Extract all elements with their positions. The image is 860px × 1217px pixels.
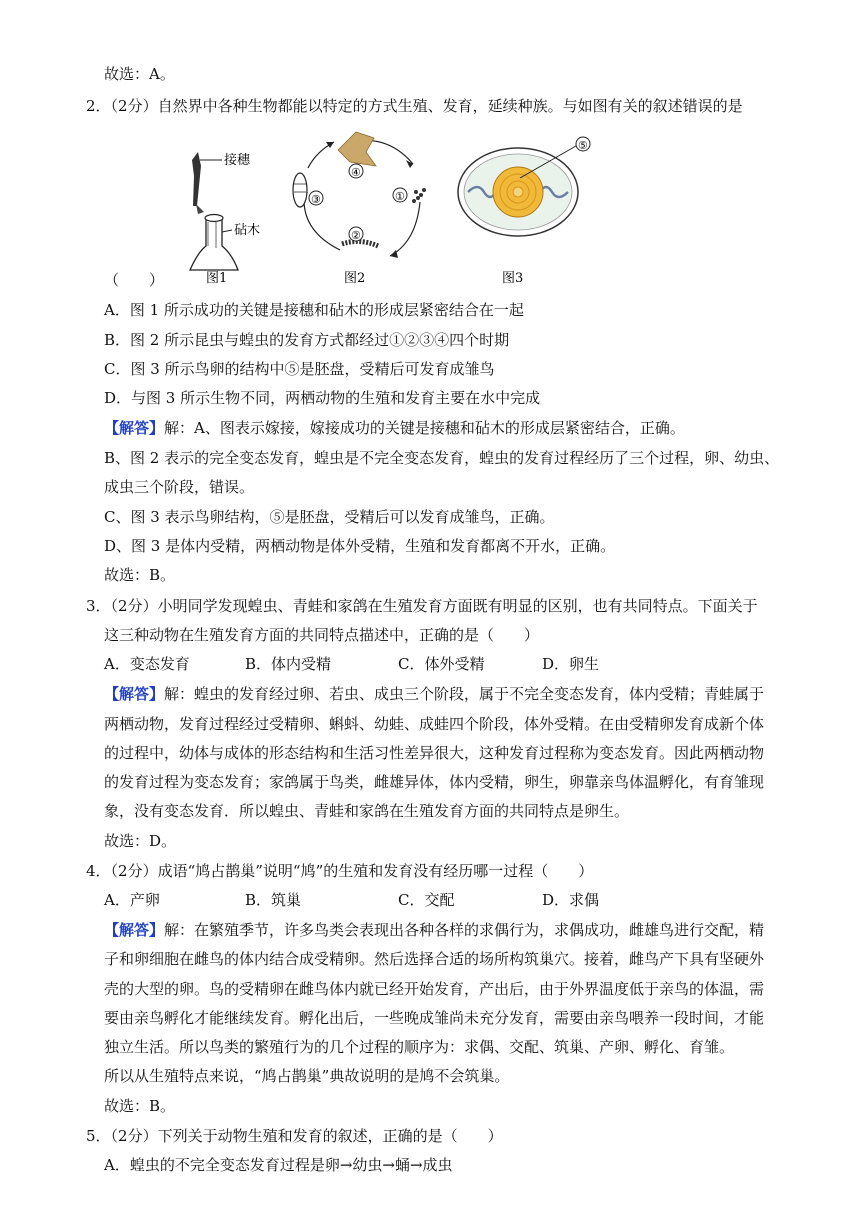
q4-answer-line-2: 子和卵细胞在雌鸟的体内结合成受精卵。然后选择合适的场所构筑巢穴。接着，雌鸟产下具有坚硬外 xyxy=(104,950,765,968)
fig3-label: 图3 xyxy=(502,271,524,286)
q3-final-answer: 故选：D。 xyxy=(104,832,177,850)
q2-answer-line-4: C、图 3 表示鸟卵结构，⑤是胚盘，受精后可以发育成雏鸟，正确。 xyxy=(104,508,555,526)
q4-answer-line-5: 独立生活。所以鸟类的繁殖行为的几个过程的顺序为：求偶、交配、筑巢、产卵、孵化、育雏。 xyxy=(104,1038,735,1056)
q2-answer-line-3: 成虫三个阶段，错误。 xyxy=(104,478,255,496)
q2-option-c: C．图 3 所示鸟卵的结构中⑤是胚盘，受精后可发育成雏鸟 xyxy=(104,360,495,378)
q3-option-a: A．变态发育 xyxy=(104,655,190,673)
q2-answer-tag: 【解答】 xyxy=(104,419,165,437)
q2-final-answer: 故选：B。 xyxy=(104,566,176,584)
q4-option-c: C．交配 xyxy=(398,891,455,909)
q3-answer-text: 解：蝗虫的发育经过卵、若虫、成虫三个阶段，属于不完全变态发育，体内受精；青蛙属于 xyxy=(164,685,765,703)
q4-answer-tag: 【解答】 xyxy=(104,921,165,939)
q2-figure xyxy=(178,122,598,287)
fig2-stage-2-label: ② xyxy=(351,229,361,242)
q4-option-d: D．求偶 xyxy=(542,891,600,909)
q4-answer-line-1 xyxy=(104,920,764,940)
q3-stem-line-1: 3．（2分）小明同学发现蝗虫、青蛙和家鸽在生殖发育方面既有明显的区别，也有共同特点。下面关于 xyxy=(86,597,758,615)
q3-answer-line-2: 两栖动物，发育过程经过受精卵、蝌蚪、幼蛙、成蛙四个阶段，体外受精。在由受精卵发育成新个体 xyxy=(104,715,765,733)
q4-stem: 4．（2分）成语“鸠占鹊巢”说明“鸠”的生殖和发育没有经历哪一过程（ ） xyxy=(86,862,594,880)
q3-answer-line-1 xyxy=(104,684,764,704)
q2-answer-line-5: D、图 3 是体内受精，两栖动物是体外受精，生殖和发育都离不开水，正确。 xyxy=(104,537,616,555)
q5-option-a: A．蝗虫的不完全变态发育过程是卵→幼虫→蛹→成虫 xyxy=(104,1156,453,1174)
q2-option-d: D．与图 3 所示生物不同，两栖动物的生殖和发育主要在水中完成 xyxy=(104,389,541,407)
fig2-label: 图2 xyxy=(344,271,366,286)
q3-answer-tag: 【解答】 xyxy=(104,685,165,703)
q4-option-a: A．产卵 xyxy=(104,891,160,909)
q2-blank: （ ） xyxy=(104,271,165,289)
fig2-stage-3-label: ③ xyxy=(311,193,321,206)
q2-option-b: B．图 2 所示昆虫与蝗虫的发育方式都经过①②③④四个时期 xyxy=(104,331,510,349)
q5-stem: 5．（2分）下列关于动物生殖和发育的叙述，正确的是（ ） xyxy=(86,1127,503,1145)
q4-answer-line-3: 壳的大型的卵。鸟的受精卵在雌鸟体内就已经开始发育，产出后，由于外界温度低于亲鸟的体温，需 xyxy=(104,980,765,998)
q3-answer-line-4: 的发育过程为变态发育；家鸽属于鸟类，雌雄异体，体内受精，卵生，卵靠亲鸟体温孵化，有育雏现 xyxy=(104,773,765,791)
fig2-stage-4-label: ④ xyxy=(351,166,361,179)
fig3-bird-egg-illustration xyxy=(458,137,590,286)
q3-answer-line-5: 象，没有变态发育．所以蝗虫、青蛙和家鸽在生殖发育方面的共同特点是卵生。 xyxy=(104,802,630,820)
fig2-stage-1-label: ① xyxy=(395,190,405,203)
fig1-stock-label: 砧木 xyxy=(234,223,261,238)
fig1-scion-label: 接穗 xyxy=(224,153,251,168)
q3-option-d: D．卵生 xyxy=(542,655,600,673)
q2-answer-line-2: B、图 2 表示的完全变态发育，蝗虫是不完全变态发育，蝗虫的发育过程经历了三个过程，卵、幼虫、 xyxy=(104,449,780,467)
q4-answer-text: 解：在繁殖季节，许多鸟类会表现出各种各样的求偶行为，求偶成功，雌雄鸟进行交配，精 xyxy=(164,921,765,939)
fig3-part-5-label: ⑤ xyxy=(578,139,588,152)
fig2-life-cycle-illustration xyxy=(293,132,426,286)
q3-stem-line-2: 这三种动物在生殖发育方面的共同特点描述中，正确的是（ ） xyxy=(104,626,540,644)
q4-option-b: B．筑巢 xyxy=(245,891,302,909)
q2-stem: 2．（2分）自然界中各种生物都能以特定的方式生殖、发育，延续种族。与如图有关的叙述错误的是 xyxy=(86,97,743,115)
q3-option-c: C．体外受精 xyxy=(398,655,485,673)
q2-option-a: A．图 1 所示成功的关键是接穗和砧木的形成层紧密结合在一起 xyxy=(104,301,524,319)
fig1-label: 图1 xyxy=(206,271,228,286)
q3-answer-line-3: 的过程中，幼体与成体的形态结构和生活习性差异很大，这种发育过程称为变态发育。因此两栖动物 xyxy=(104,744,765,762)
fig1-grafting-illustration xyxy=(190,152,260,286)
q4-final-answer: 故选：B。 xyxy=(104,1097,176,1115)
q3-option-b: B．体内受精 xyxy=(245,655,332,673)
q4-answer-line-4: 要由亲鸟孵化才能继续发育。孵化出后，一些晚成雏尚未充分发育，需要由亲鸟喂养一段时间，才能 xyxy=(104,1009,765,1027)
q4-answer-line-6: 所以从生殖特点来说，“鸠占鹊巢”典故说明的是鸠不会筑巢。 xyxy=(104,1067,510,1085)
q2-answer-line-1 xyxy=(104,418,685,438)
q2-answer-text: 解：A、图表示嫁接，嫁接成功的关键是接穗和砧木的形成层紧密结合，正确。 xyxy=(164,419,685,437)
prev-answer: 故选：A。 xyxy=(104,65,175,83)
